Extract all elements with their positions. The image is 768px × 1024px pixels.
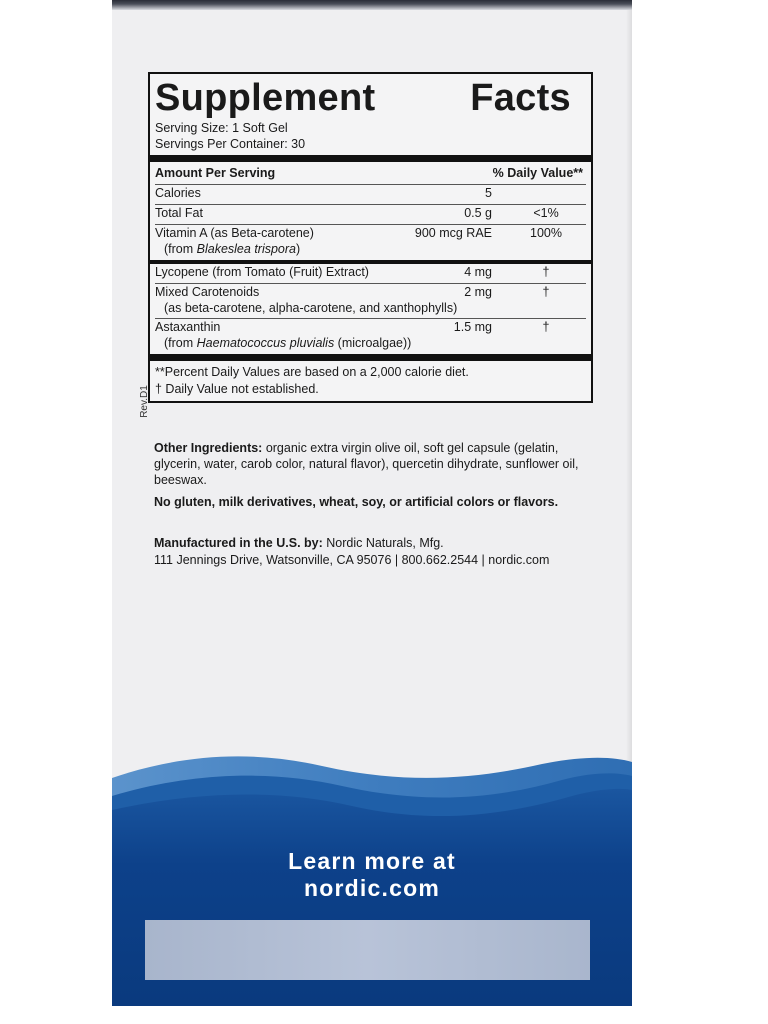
source-prefix: (from [164, 242, 197, 256]
promo-text [112, 848, 632, 902]
nutrient-row [155, 264, 586, 281]
manufacturer-line [154, 535, 614, 552]
nutrient-source: (as beta-carotene, alpha-carotene, and xanthophylls) [164, 301, 458, 315]
thick-divider [150, 155, 591, 162]
source-species: Blakeslea trispora [196, 242, 296, 256]
source-prefix: (from [164, 336, 197, 350]
allergen-statement: No gluten, milk derivatives, wheat, soy, or artificial colors or flavors. [154, 495, 559, 509]
servings-per-container: Servings Per Container: 30 [155, 137, 306, 151]
nutrient-row [155, 225, 586, 242]
footnote-dagger: † Daily Value not established. [155, 382, 319, 396]
manufacturer-name: Nordic Naturals, Mfg. [322, 536, 444, 550]
ingredients-text [154, 440, 599, 488]
thick-divider [150, 354, 591, 361]
supplement-facts-panel [148, 72, 593, 403]
nutrient-row [155, 284, 586, 301]
nutrient-name: Lycopene (from Tomato (Fruit) Extract) [155, 265, 369, 279]
nutrient-dv: † [542, 320, 550, 334]
nutrient-row [155, 319, 586, 336]
revision-code: Rev.D1 [138, 385, 150, 418]
nutrient-dv: 100% [530, 226, 562, 240]
ingredients-list: organic extra virgin olive oil, soft gel capsule (gelatin, glycerin, water, carob color, natural flavor), quercetin dihydrate, sunflower oil, beeswax. [154, 441, 579, 487]
nutrient-name: Vitamin A (as Beta-carotene) [155, 226, 314, 240]
promo-line-1: Learn more at [288, 848, 456, 874]
promo-website: nordic.com [304, 875, 440, 901]
nutrient-dv: <1% [533, 206, 559, 220]
nutrient-amount: 2 mg [464, 285, 492, 299]
source-suffix: (microalgae)) [334, 336, 412, 350]
label-strip [145, 920, 590, 980]
other-ingredients [154, 440, 599, 510]
facts-title-left: Supplement [155, 77, 376, 119]
source-suffix: ) [296, 242, 301, 256]
nutrient-amount: 0.5 g [464, 206, 492, 220]
serving-size: Serving Size: 1 Soft Gel [155, 121, 288, 135]
nutrient-name: Astaxanthin [155, 320, 221, 334]
source-species: Haematococcus pluvialis [196, 336, 335, 350]
header-daily-value: % Daily Value** [492, 166, 583, 180]
nutrient-amount: 4 mg [464, 265, 492, 279]
nutrient-source [155, 336, 586, 351]
nutrient-name: Calories [155, 186, 201, 200]
manufacturer-label: Manufactured in the U.S. by: [154, 536, 323, 550]
header-amount: Amount Per Serving [155, 166, 276, 180]
nutrient-amount: 900 mcg RAE [414, 226, 492, 240]
nutrient-dv: † [542, 265, 550, 279]
product-box-panel [112, 10, 632, 1006]
facts-title [155, 74, 586, 120]
nutrient-dv: † [542, 285, 550, 299]
footnote-percent-dv: **Percent Daily Values are based on a 2,000 calorie diet. [155, 365, 469, 379]
nutrient-amount: 5 [485, 186, 492, 200]
nutrient-dv [506, 185, 586, 202]
ingredients-label: Other Ingredients: [154, 441, 263, 455]
facts-header-row [155, 164, 586, 182]
nutrient-row [155, 185, 586, 202]
nutrient-row [155, 205, 586, 222]
nutrient-name: Total Fat [155, 206, 203, 220]
nutrient-source [155, 242, 586, 257]
nutrient-name: Mixed Carotenoids [155, 285, 260, 299]
facts-title-right: Facts [470, 77, 571, 119]
nutrient-amount: 1.5 mg [453, 320, 492, 334]
manufacturer-info [154, 535, 614, 569]
manufacturer-address: 111 Jennings Drive, Watsonville, CA 95076 | 800.662.2544 | nordic.com [154, 553, 550, 567]
